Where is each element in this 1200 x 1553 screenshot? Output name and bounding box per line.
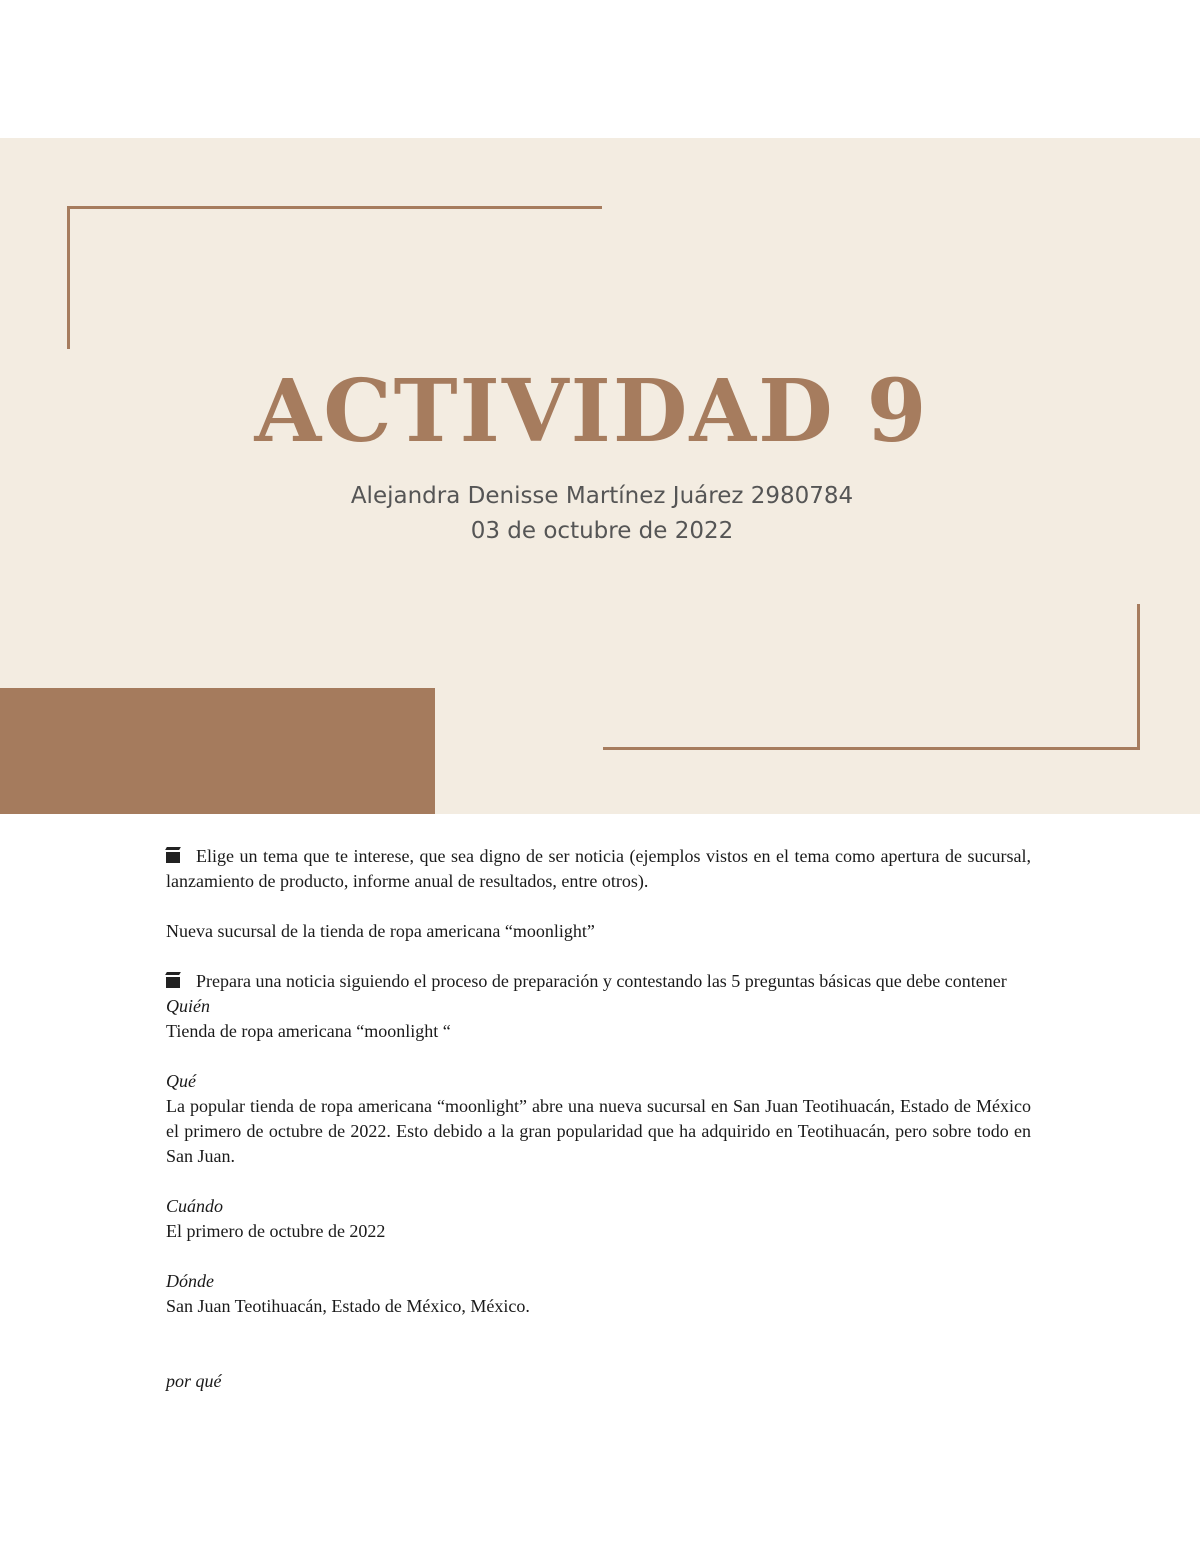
decorative-brown-block bbox=[0, 688, 435, 814]
donde-label: Dónde bbox=[166, 1271, 214, 1291]
frame-bottom-right-horizontal bbox=[603, 747, 1140, 750]
date-line: 03 de octubre de 2022 bbox=[470, 518, 734, 544]
frame-bottom-right-vertical bbox=[1137, 604, 1140, 750]
cuando-label: Cuándo bbox=[166, 1196, 224, 1216]
que-text: La popular tienda de ropa americana “moonlight” abre una nueva sucursal en San Juan Teotihuacán, Estado de México el primero de octubre de 2022. Esto debido a la gran popularidad que ha adquirido en Teotihuacán, pero sobre todo en San Juan. bbox=[166, 1096, 1031, 1166]
page-title: ACTIVIDAD 9 bbox=[254, 361, 929, 462]
document-body bbox=[166, 844, 1031, 1394]
cuando-text: El primero de octubre de 2022 bbox=[166, 1221, 386, 1241]
quien-text: Tienda de ropa americana “moonlight “ bbox=[166, 1021, 451, 1041]
clapperboard-icon bbox=[166, 844, 196, 869]
clapperboard-icon bbox=[166, 969, 196, 994]
frame-top-left-horizontal bbox=[67, 206, 602, 209]
donde-text: San Juan Teotihuacán, Estado de México, México. bbox=[166, 1296, 530, 1316]
porque-label: por qué bbox=[166, 1371, 222, 1391]
que-label: Qué bbox=[166, 1071, 196, 1091]
bullet-item-1: Elige un tema que te interese, que sea digno de ser noticia (ejemplos vistos en el tema como apertura de sucursal, lanzamiento de producto, informe anual de resultados, entre otros). bbox=[166, 846, 1031, 891]
topic-text: Nueva sucursal de la tienda de ropa americana “moonlight” bbox=[166, 921, 595, 941]
quien-label: Quién bbox=[166, 996, 210, 1016]
bullet-item-2: Prepara una noticia siguiendo el proceso de preparación y contestando las 5 preguntas básicas que debe contener bbox=[166, 969, 1031, 994]
author-line: Alejandra Denisse Martínez Juárez 2980784 bbox=[350, 483, 854, 509]
frame-top-left-vertical bbox=[67, 206, 70, 349]
